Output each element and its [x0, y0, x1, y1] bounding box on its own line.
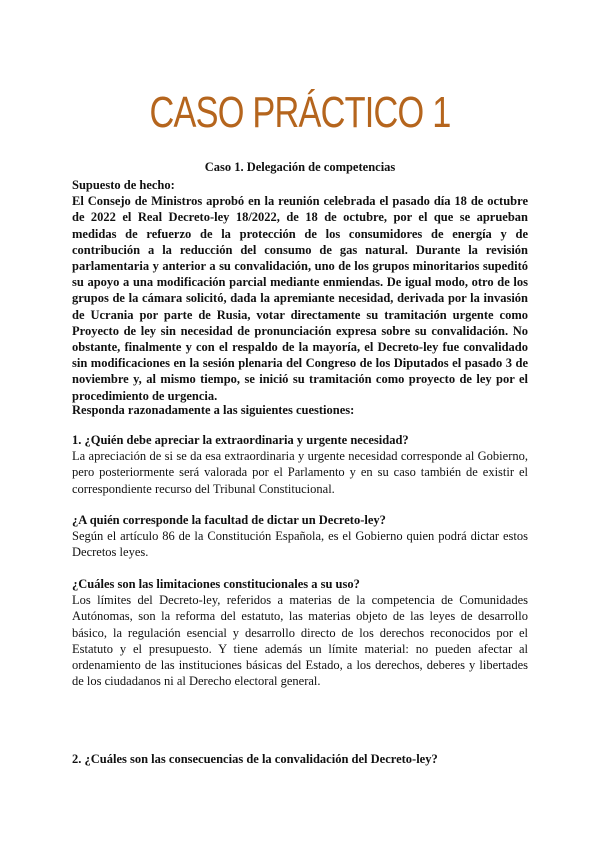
question-block-1 [72, 432, 528, 497]
answer-3: Los límites del Decreto-ley, referidos a materias de la competencia de Comunidades Autónomas, son la reforma del estatuto, las materias objeto de las leyes de desarrollo básico, la regulación esencial y desarrollo directo de los derechos reconocidos por el Estatuto y el presupuesto. Y tiene además un límite material: no pueden afectar al ordenamiento de las instituciones básicas del Estado, a los derechos, deberes y libertades de los ciudadanos ni al Derecho electoral general. [72, 593, 528, 689]
question-2: ¿A quién corresponde la facultad de dictar un Decreto-ley? [72, 513, 386, 527]
page-title: CASO PRÁCTICO 1 [149, 88, 451, 137]
facts-section [72, 177, 528, 404]
instructions-text: Responda razonadamente a las siguientes cuestiones: [72, 403, 355, 417]
answer-1: La apreciación de si se da esa extraordinaria y urgente necesidad corresponde al Gobierno, pero posteriormente será valorada por el Parlamento y en su caso también de existir el correspondiente recurso del Tribunal Constitucional. [72, 449, 528, 496]
question-block-3 [72, 576, 528, 689]
instructions [72, 402, 528, 418]
question-block-4 [72, 751, 528, 767]
facts-text: El Consejo de Ministros aprobó en la reunión celebrada el pasado día 18 de octubre de 2022 el Real Decreto-ley 18/2022, de 18 de octubre, por el que se aprueban medidas de refuerzo de la protección de los consumidores de energía y de contribución a la reducción del consumo de gas natural. Durante la revisión parlamentaria y anterior a su convalidación, uno de los grupos minoritarios supeditó su apoyo a una modificación parcial mediante enmiendas. De igual modo, otro de los grupos de la cámara solicitó, dada la apremiante necesidad, derivada por la invasión de Ucrania por parte de Rusia, votar directamente su tramitación urgente como Proyecto de ley sin necesidad de pronunciación expresa sobre su convalidación. No obstante, finalmente y con el respaldo de la mayoría, el Decreto-ley fue convalidado sin modificaciones en la sesión plenaria del Congreso de los Diputados el pasado 3 de noviembre y, al mismo tiempo, se inició su tramitación como proyecto de ley por el procedimiento de urgencia. [72, 194, 528, 403]
question-3: ¿Cuáles son las limitaciones constitucionales a su uso? [72, 577, 360, 591]
case-heading: Caso 1. Delegación de competencias [204, 160, 396, 174]
facts-label: Supuesto de hecho: [72, 178, 175, 192]
question-4: 2. ¿Cuáles son las consecuencias de la convalidación del Decreto-ley? [72, 752, 438, 766]
question-block-2 [72, 512, 528, 561]
question-1: 1. ¿Quién debe apreciar la extraordinaria y urgente necesidad? [72, 433, 409, 447]
answer-2: Según el artículo 86 de la Constitución Española, es el Gobierno quien podrá dictar estos Decretos leyes. [72, 529, 528, 560]
